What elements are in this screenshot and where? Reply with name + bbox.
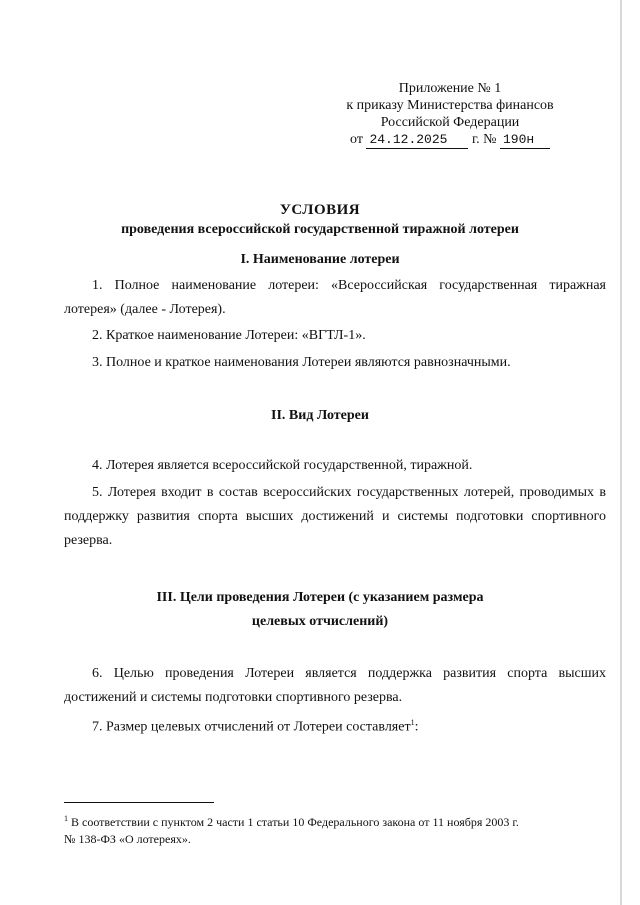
number-prefix: г. № xyxy=(471,132,497,147)
footnote-text2: № 138-ФЗ «О лотереях». xyxy=(64,832,191,846)
appendix-order-ref: к приказу Министерства финансов xyxy=(346,98,554,113)
paragraph-3: 3. Полное и краткое наименования Лотереи являются равнозначными. xyxy=(92,355,511,370)
paragraph-4: 4. Лотерея является всероссийской государственной, тиражной. xyxy=(92,458,473,473)
footnote-mark: 1 xyxy=(64,814,68,823)
order-number: 190н xyxy=(500,131,550,149)
paragraph-7-text: 7. Размер целевых отчислений от Лотереи составляет xyxy=(92,719,411,735)
order-date-number-line xyxy=(320,131,580,149)
footnote xyxy=(64,810,604,848)
paragraph-1: 1. Полное наименование лотереи: «Всероссийская государственная тиражная лотерея» (далее - Лотерея). xyxy=(64,278,606,317)
paragraph-7-end: : xyxy=(414,719,419,735)
appendix-federation: Российской Федерации xyxy=(380,115,520,130)
section-1-heading: I. Наименование лотереи xyxy=(240,252,400,267)
footnote-line1 xyxy=(64,810,604,831)
footnote-ref: 1 xyxy=(410,718,415,727)
paragraph-6: 6. Целью проведения Лотереи является поддержка развития спорта высших достижений и системы подготовки спортивного резерва. xyxy=(64,666,606,705)
scan-edge xyxy=(620,0,622,905)
appendix-block xyxy=(320,80,580,149)
date-prefix: от xyxy=(350,132,363,147)
paragraph-5: 5. Лотерея входит в состав всероссийских государственных лотерей, проводимых в поддержку развития спорта высших достижений и системы подготовки спортивного резерва. xyxy=(64,485,606,548)
paragraph-2: 2. Краткое наименование Лотереи: «ВГТЛ-1». xyxy=(92,328,366,343)
paragraph-7 xyxy=(64,711,606,740)
section-2-heading: II. Вид Лотереи xyxy=(271,408,369,423)
document-title: УСЛОВИЯ xyxy=(279,202,361,218)
footnote-text1: В соответствии с пунктом 2 части 1 статьи 10 Федерального закона от 11 ноября 2003 г. xyxy=(68,815,519,829)
section-3-heading-line2: целевых отчислений) xyxy=(251,614,389,629)
section-3-heading-line1: III. Цели проведения Лотереи (с указанием размера xyxy=(156,590,484,605)
footnote-divider xyxy=(64,802,214,803)
appendix-title: Приложение № 1 xyxy=(398,81,502,96)
document-subtitle: проведения всероссийской государственной тиражной лотереи xyxy=(121,222,519,237)
order-date: 24.12.2025 xyxy=(366,131,468,149)
